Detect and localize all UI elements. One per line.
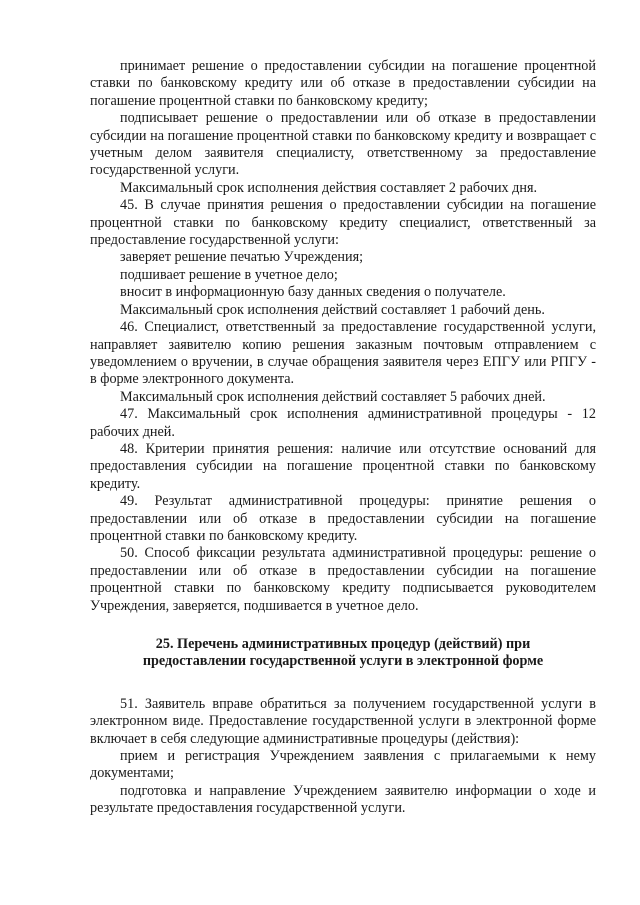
paragraph: принимает решение о предоставлении субсидии на погашение процентной ставки по банковскому кредиту или об отказе в предоставлении субсидии на погашение процентной ставки по банковскому кредиту;: [90, 58, 596, 109]
paragraph: Максимальный срок исполнения действий составляет 5 рабочих дней.: [120, 388, 546, 405]
paragraph: Максимальный срок исполнения действия составляет 2 рабочих дня.: [120, 179, 538, 196]
paragraph: подшивает решение в учетное дело;: [120, 266, 338, 283]
paragraph: Максимальный срок исполнения действий составляет 1 рабочий день.: [120, 301, 545, 318]
paragraph: 50. Способ фиксации результата административной процедуры: решение о предоставлении или об отказе в предоставлении субсидии на погашение процентной ставки по банковскому кредиту подписывается руководителем Учреждения, заверяется, подшивается в учетное дело.: [90, 545, 596, 614]
paragraph: прием и регистрация Учреждением заявления с прилагаемыми к нему документами;: [90, 748, 596, 782]
document-body: [90, 58, 596, 818]
paragraph: 46. Специалист, ответственный за предоставление государственной услуги, направляет заявителю копию решения заказным почтовым отправлением с уведомлением о вручении, в случае обращения заявителя через ЕПГУ или РПГУ - в форме электронного документа.: [90, 319, 596, 388]
paragraph: 48. Критерии принятия решения: наличие или отсутствие оснований для предоставления субсидии на погашение процентной ставки по банковскому кредиту.: [90, 440, 596, 492]
paragraph: 51. Заявитель вправе обратиться за получением государственной услуги в электронном виде. Предоставление государственной услуги в электронной форме включает в себя следующие административные процедуры (действия):: [90, 695, 596, 747]
section-heading: 25. Перечень административных процедур (действий) при предоставлении государственной услуги в электронной форме: [142, 636, 544, 670]
paragraph: подготовка и направление Учреждением заявителю информации о ходе и результате предоставления государственной услуги.: [90, 782, 596, 817]
paragraph: вносит в информационную базу данных сведения о получателе.: [120, 284, 506, 301]
paragraph: подписывает решение о предоставлении или об отказе в предоставлении субсидии на погашение процентной ставки по банковскому кредиту и возвращает с учетным делом заявителя специалисту, ответственному за предоставление государственной услуги.: [90, 110, 596, 179]
paragraph: 47. Максимальный срок исполнения административной процедуры - 12 рабочих дней.: [90, 406, 596, 440]
paragraph: 45. В случае принятия решения о предоставлении субсидии на погашение процентной ставки по банковскому кредиту специалист, ответственный за предоставление государственной услуги:: [90, 197, 596, 249]
paragraph: 49. Результат административной процедуры: принятие решения о предоставлении или об отказе в предоставлении субсидии на погашение процентной ставки по банковскому кредиту.: [90, 493, 596, 544]
paragraph: заверяет решение печатью Учреждения;: [120, 249, 364, 266]
